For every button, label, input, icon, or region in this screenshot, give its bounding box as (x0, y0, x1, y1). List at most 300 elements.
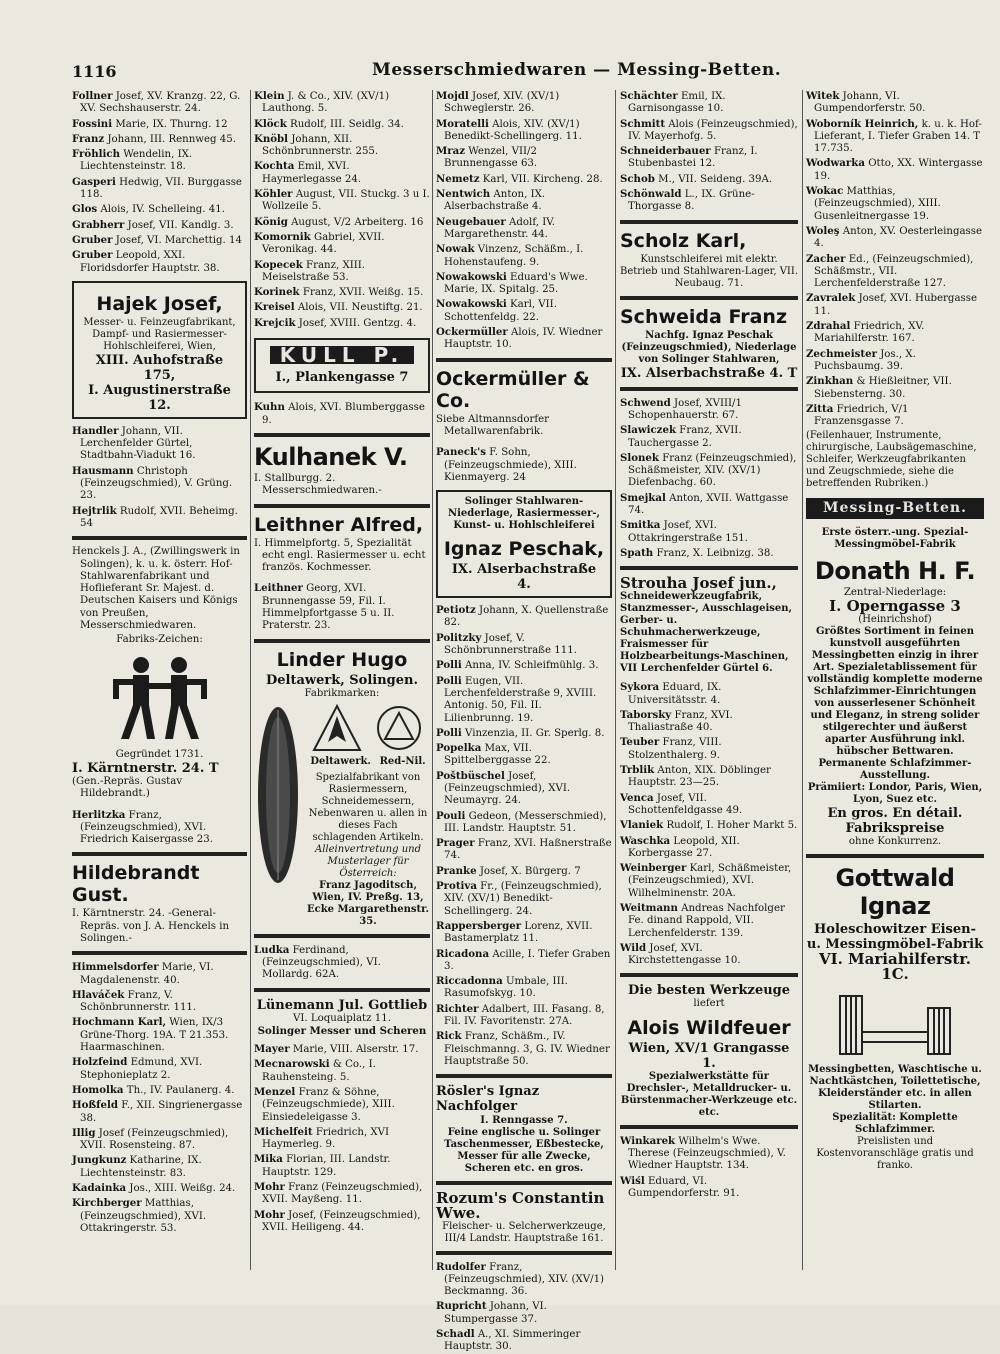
entry-name: Zacher (806, 252, 846, 265)
entry-name: Rupricht (436, 1300, 487, 1313)
entry-details: Emil, IX. Garnisongasse 10. (628, 91, 726, 115)
divider (620, 387, 798, 391)
entry-name: Fröhlich (72, 148, 120, 161)
entry-name: Kuhn (254, 401, 285, 414)
entry-name: Follner (72, 90, 113, 102)
entry-details: Katharine, IX. Liechtensteinstr. 83. (80, 1155, 202, 1179)
list-item (806, 348, 984, 374)
ad-roesler-text: Feine englische u. Solinger Taschenmesser, Eßbestecke, Messer für alle Zwecke, Scheren etc. en gros. (444, 1126, 604, 1174)
column-rule (802, 90, 803, 1270)
ad-donath-name: Donath H. F. (814, 556, 976, 585)
list-item (436, 90, 612, 116)
entry-name: Jungkunz (72, 1154, 127, 1167)
entry-name: Protiva (436, 880, 477, 893)
ad-luenemann-line: VI. Loquaiplatz 11. (293, 1012, 391, 1024)
entry-details: Alois, VII. Neustiftg. 21. (297, 302, 423, 314)
list-item (436, 188, 612, 214)
entry-details: Fr., (Feinzeugschmied), XIV. (XV/1) Benedikt-Schellingerg. 24. (444, 881, 602, 917)
entry-details: Jos., X. Puchsbaumg. 39. (814, 348, 916, 372)
ad-hajek (72, 281, 247, 419)
entry-details: Max, VII. Spittelberggasse 22. (444, 743, 551, 767)
entry-name: Zinkhan (806, 375, 854, 388)
entry-list (620, 1135, 798, 1200)
divider (806, 854, 984, 858)
ad-donath-line: Zentral-Niederlage: (843, 586, 947, 598)
list-item (72, 203, 247, 216)
entry-name: Richter (436, 1002, 479, 1015)
list-item (436, 1003, 612, 1029)
ad-schweida-name: Schweida Franz (620, 305, 788, 328)
ad-ockermueller-name: Ockermüller & Co. (436, 367, 590, 412)
list-item (620, 452, 798, 490)
entry-details: Franz (Feinzeugschmied), Schäßmeister, XIV. (XV/1) Diefenbachg. 60. (628, 452, 797, 489)
entry-name: Nemetz (436, 172, 480, 185)
ad-linder-agent: Franz Jagoditsch, Wien, IV. Preßg. 13, Ecke Margarethenstr. 35. (306, 879, 429, 927)
ad-line: Hohlschleiferei, Wien, (103, 340, 216, 352)
list-item (72, 989, 247, 1015)
column-4 (620, 90, 798, 1270)
list-item (254, 118, 430, 131)
deltawerk-leaf-icon (312, 704, 362, 752)
list-item (72, 118, 247, 131)
entry-name: Slonek (620, 451, 659, 464)
entry-details: Florian, III. Landstr. Hauptstr. 129. (262, 1154, 391, 1178)
list-item (72, 1016, 247, 1054)
list-item (72, 1099, 247, 1125)
ad-gottwald-text: Messingbetten, Waschtische u. Nachtkästchen, Toilettetische, Kleiderständer etc. in allen Stilarten. (808, 1064, 982, 1112)
ad-wildfeuer-text: Spezialwerkstätte für Drechsler-, Metalldrucker- u. Bürstenmacher-Werkzeuge etc. etc. (620, 1070, 798, 1118)
entry-details: Marie, IX. Thurng. 12 (115, 118, 228, 130)
entry-list (72, 809, 247, 847)
ad-wildfeuer-line: liefert (693, 998, 725, 1010)
entry-name: Riccadonna (436, 975, 503, 988)
list-item (436, 920, 612, 946)
entry-name: Mraz (436, 145, 466, 158)
entry-details: August, V/2 Arbeiterg. 16 (291, 216, 424, 228)
list-item (254, 1153, 430, 1179)
divider (620, 1125, 798, 1129)
entry-details: Anna, IV. Schleifmühlg. 3. (465, 660, 599, 672)
list-item (254, 90, 430, 116)
list-item (72, 961, 247, 987)
entry-details: Rudolf, I. Hoher Markt 5. (666, 820, 798, 832)
entry-details: Franz, Schäßm., IV. Fleischmanng. 3, G. IV. Wiedner Hauptstraße 50. (444, 1031, 610, 1067)
ad-kulhanek-name: Kulhanek V. (254, 442, 408, 471)
entry-name: Hejtrlik (72, 504, 117, 517)
entry-details: Lorenz, XVII. Bastamerplatz 11. (444, 920, 593, 945)
entry-name: Kochta (254, 160, 295, 173)
list-item (436, 243, 612, 269)
entry-details: Eduard, VI. Gumpendorferstr. 91. (628, 1175, 740, 1199)
entry-details: Josef, XVIII/1 Schopenhauerstr. 67. (628, 397, 742, 421)
entry-name: Schob (620, 172, 655, 185)
list-item (436, 216, 612, 242)
entry-name: Popelka (436, 742, 482, 755)
entry-details: Karl, VII. Schottenfeldg. 22. (444, 299, 557, 323)
entry-name: Michelfeit (254, 1125, 313, 1138)
entry-details: Wendelin, IX. Liechtensteinstr. 18. (80, 149, 193, 173)
entry-list (620, 681, 798, 967)
list-item (254, 1126, 430, 1152)
list-item (620, 90, 798, 116)
ad-hildebrandt-line: I. Kärntnerstr. 24. -General-Repräs. von J. A. Henckels in Solingen.- (72, 908, 230, 944)
list-item (436, 948, 612, 974)
founded-line: Gegründet 1731. (115, 748, 204, 760)
entry-details: Johann, VI. Stumpergasse 37. (444, 1301, 547, 1325)
entry-name: Wokac (806, 185, 844, 198)
entry-name: Menzel (254, 1085, 296, 1098)
entry-name: Kopecek (254, 258, 303, 271)
entry-name: Hoßfeld (72, 1099, 119, 1112)
ad-gottwald-addr: VI. Mariahilferstr. 1C. (818, 950, 972, 984)
entry-name: Winkarek (620, 1134, 676, 1147)
divider (436, 1074, 612, 1078)
entry-details: Adolf, IV. Margarethenstr. 44. (444, 216, 556, 240)
entry-details: Leopold, XXI. Floridsdorfer Hauptstr. 38. (80, 250, 220, 274)
list-item (620, 188, 798, 214)
entry-details: Alois, XIV. (XV/1) Benedikt-Schellingerg. 11. (444, 118, 582, 142)
entry-list (72, 425, 247, 530)
entry-name: Franz (72, 132, 105, 145)
entry-name: Himmelsdorfer (72, 961, 159, 974)
list-item (806, 118, 984, 156)
running-title: Messerschmiedwaren — Messing-Betten. (372, 60, 782, 80)
column-1 (72, 90, 247, 1270)
entry-details: Josef, XVI. Kirchstettengasse 10. (628, 942, 741, 967)
entry-details: Josef, X. Bürgerg. 7 (479, 865, 581, 877)
list-item (72, 234, 247, 247)
entry-details: Jos., XIII. Weißg. 24. (129, 1183, 236, 1195)
list-item (620, 792, 798, 818)
ad-leithner-name: Leithner Alfred, (254, 513, 424, 536)
entry-name: Schadl (436, 1328, 475, 1340)
entry-name: Moratelli (436, 117, 489, 130)
entry-name: Handler (72, 424, 119, 437)
entry-list (254, 90, 430, 330)
entry-details: Johann, X. Quellenstraße 82. (444, 605, 609, 629)
entry-details: Johann, VI. Gumpendorferstr. 50. (814, 91, 926, 115)
divider (620, 220, 798, 224)
ad-linder-text: Spezialfabrikant von Rasiermessern, Schneidemessern, Nebenwaren u. allen in dieses Fach schlagenden Artikeln. (308, 771, 428, 843)
entry-details: Karl, Schäßmeister, (Feinzeugschmied), XVI. Wilhelminenstr. 20A. (628, 863, 792, 899)
entry-name: Polli (436, 726, 462, 739)
entry-name: Politzky (436, 631, 482, 644)
entry-name: Krejcik (254, 316, 296, 329)
ad-ockermueller-line: Siebe Altmannsdorfer Metallwarenfabrik. (436, 413, 550, 437)
entry-list (806, 90, 984, 428)
entry-name: Grabherr (72, 218, 125, 231)
list-item (254, 582, 430, 632)
entry-name: Weinberger (620, 862, 687, 875)
see-also-note: (Feilenhauer, Instrumente, chirurgische, Laubsägemaschine, Schleifer, Werkzeugfabrikanten und Zeugschmiede, siehe die betreffenden Rubriken.) (806, 430, 977, 490)
entry-name: Spath (620, 546, 654, 559)
list-item (620, 424, 798, 450)
list-item (806, 375, 984, 401)
list-item (254, 160, 430, 186)
entry-list (254, 944, 430, 982)
entry-details: Josef, XV. Kranzg. 22, G. XV. Sechshauserstr. 24. (80, 91, 241, 115)
entry-name: Klöck (254, 117, 287, 130)
page-header (62, 56, 792, 86)
entry-name: Waschka (620, 834, 671, 847)
entry-details: Friedrich, V/1 Franzensgasse 7. (814, 403, 909, 428)
ad-name: Hajek Josef, (96, 292, 223, 315)
entry-name: Schmitt (620, 117, 666, 130)
entry-details: Johann, XII. Schönbrunnerstr. 255. (262, 133, 379, 158)
kull-address: I., Plankengasse 7 (275, 370, 409, 386)
entry-details: Alois, XVI. Blumberggasse 9. (262, 402, 425, 426)
list-item (436, 1300, 612, 1326)
list-item (72, 1197, 247, 1235)
entry-name: Homolka (72, 1083, 124, 1096)
entry-details: Josef (Feinzeugschmied), XVII. Rosensteing. 87. (80, 1127, 229, 1152)
entry-details: Anton, XV. Oesterleingasse 4. (814, 225, 983, 250)
list-item (254, 1181, 430, 1207)
entry-details: Anton, XVII. Wattgasse 74. (628, 492, 789, 517)
page-number: 1116 (72, 62, 117, 81)
ad-linder-name: Linder Hugo (276, 648, 408, 671)
entry-name: Mayer (254, 1043, 290, 1056)
entry-details: Vinzenzia, II. Gr. Sperlg. 8. (465, 727, 605, 739)
list-item (620, 397, 798, 423)
entry-details: Josef, XIV. (XV/1) Schweglerstr. 26. (444, 91, 560, 115)
entry-details: Anton, IX. Alserbachstraße 4. (444, 189, 546, 213)
entry-details: Josef, V. Schönbrunnerstraße 111. (444, 632, 577, 657)
entry-details: F., XII. Singrienergasse 38. (80, 1100, 243, 1124)
entry-details: F. Sohn, (Feinzeugschmiede), XIII. Kienmayerg. 24 (444, 447, 577, 483)
list-item (620, 118, 798, 144)
divider (254, 639, 430, 643)
entry-name: Kreisel (254, 301, 295, 314)
entry-details: Matthias, (Feinzeugschmied), XVI. Ottakringerstr. 53. (80, 1198, 207, 1234)
list-item (620, 1135, 798, 1173)
entry-details: Franz, (Feinzeugschmied), XIV. (XV/1) Beckmanng. 36. (444, 1261, 605, 1298)
entry-name: Venca (620, 791, 654, 804)
list-item (436, 865, 612, 878)
entry-details: Friedrich, XVI Haymerleg. 9. (262, 1126, 390, 1151)
entry-details: Franz, X. Leibnizg. 38. (656, 547, 774, 559)
henckels-rep: (Gen.-Repräs. Gustav Hildebrandt.) (72, 775, 183, 800)
ad-peschak (436, 490, 612, 598)
entry-name: Zdrahal (806, 320, 851, 333)
list-item (436, 659, 612, 672)
list-item (254, 944, 430, 982)
entry-name: Nentwich (436, 188, 491, 201)
entry-details: Ed., (Feinzeugschmied), Schäßmstr., VII. Lerchenfelderstraße 127. (814, 253, 974, 290)
list-item (436, 837, 612, 863)
entry-name: Gruber (72, 233, 113, 246)
entry-details: Matthias, (Feinzeugschmied), XIII. Gusenleitnergasse 19. (814, 186, 941, 222)
entry-details: L., IX. Grüne-Thorgasse 8. (628, 189, 755, 213)
entry-list (436, 604, 612, 1068)
ad-schweida-line: (Feinzeugschmied), Niederlage von Solinger Stahlwaren, (621, 341, 797, 365)
divider (254, 433, 430, 437)
entry-name: Polli (436, 659, 462, 672)
divider (72, 536, 247, 540)
ad-luenemann-line2: Solinger Messer und Scheren (257, 1024, 427, 1037)
entry-details: Anton, XIX. Döblinger Hauptstr. 23—25. (628, 765, 771, 789)
column-5 (806, 90, 984, 1270)
ad-line: XIII. Auhofstraße 175, (95, 352, 224, 383)
ad-donath-line: Prämiiert: Londor, Paris, Wien, Lyon, Suez etc. (807, 782, 983, 806)
entry-name: Poštbüschel (436, 769, 505, 782)
divider (254, 504, 430, 508)
ad-scholz-text: Kunstschleiferei mit elektr. Betrieb und Stahlwaren-Lager, VII. Neubaug. 71. (620, 253, 798, 289)
list-item (620, 835, 798, 861)
fabriks-zeichen-label: Fabriks-Zeichen: (116, 634, 203, 646)
entry-details: Franz, XVI. Thaliastraße 40. (628, 709, 733, 734)
entry-name: Klein (254, 90, 285, 102)
entry-name: Rudolfer (436, 1260, 486, 1273)
section-title: Messing-Betten. (806, 498, 984, 518)
entry-details: A., XI. Simmeringer Hauptstr. 30. (444, 1329, 581, 1353)
entry-details: Josef, (Feinzeugschmied), XVI. Neumayrg. 24. (444, 770, 571, 807)
list-item (72, 219, 247, 232)
list-item (620, 942, 798, 968)
entry-details: J. & Co., XIV. (XV/1) Lauthong. 5. (262, 91, 390, 115)
list-item (806, 185, 984, 223)
entry-name: Zitta (806, 402, 834, 415)
list-item (254, 133, 430, 159)
entry-details: Adalbert, III. Fasang. 8, Fil. IV. Favoritenstr. 27A. (444, 1003, 605, 1028)
ad-gottwald-spec: Spezialität: Komplette Schlafzimmer. (832, 1112, 958, 1136)
entry-details: Franz, VIII. Stolzenthalerg. 9. (628, 737, 722, 761)
entry-details: Friedrich, XV. Mariahilferstr. 167. (814, 321, 925, 345)
list-item (254, 1209, 430, 1235)
entry-details: Th., IV. Paulanerg. 4. (126, 1084, 235, 1096)
list-item (806, 292, 984, 318)
list-item (254, 1043, 430, 1056)
entry-name: König (254, 215, 288, 228)
twins-trademark-icon (105, 653, 215, 743)
entry-details: Alois, IV. Schelleing. 41. (100, 204, 225, 216)
divider (72, 951, 247, 955)
ad-donath-line: Permanente Schlafzimmer-Ausstellung. (818, 758, 972, 782)
ad-peschak-addr: IX. Alserbachstraße 4. (451, 562, 597, 593)
list-item (620, 519, 798, 545)
entry-name: Ricadona (436, 947, 490, 960)
entry-name: Herlitzka (72, 808, 126, 821)
list-item (254, 301, 430, 314)
ad-linder-body (254, 700, 430, 928)
entry-name: Kirchberger (72, 1197, 142, 1210)
entry-list (436, 1261, 612, 1354)
mark-label-red-nil: Red-Nil. (379, 755, 426, 767)
list-item (72, 425, 247, 463)
list-item (436, 446, 612, 484)
entry-details: Franz, (Feinzeugschmied), XVI. Friedrich Kaisergasse 23. (80, 809, 213, 846)
entry-details: Alois (Feinzeugschmied), IV. Mayerhofg. 5. (628, 118, 798, 142)
entry-name: Pouli (436, 809, 466, 822)
ad-peschak-name: Ignaz Peschak, (443, 538, 605, 561)
list-item (436, 1261, 612, 1299)
list-item (436, 173, 612, 186)
entry-name: Kadainka (72, 1182, 127, 1195)
entry-name: Köhler (254, 188, 293, 201)
list-item (620, 547, 798, 560)
entry-details: Franz, XIII. Meiselstraße 53. (262, 259, 366, 283)
entry-name: Fossini (72, 117, 113, 130)
entry-name: Woborník Heinrich, (806, 117, 919, 130)
divider (620, 566, 798, 570)
entry-list (254, 1043, 430, 1234)
entry-details: Alois, IV. Wiedner Hauptstr. 10. (444, 327, 603, 351)
entry-name: Hausmann (72, 464, 134, 477)
entry-details: Vinzenz, Schäßm., I. Hohenstaufeng. 9. (444, 244, 584, 268)
list-item (620, 862, 798, 900)
henckels-address: I. Kärntnerstr. 24. T (72, 760, 219, 776)
list-item (436, 727, 612, 740)
entry-name: Sykora (620, 681, 660, 694)
list-item (436, 145, 612, 171)
entry-list (436, 446, 612, 484)
entry-details: Franz (Feinzeugschmied), XVII. Mayßeng. 11. (262, 1182, 423, 1206)
entry-name: Mojdl (436, 90, 469, 102)
entry-name: Wild (620, 941, 647, 954)
divider (436, 358, 612, 362)
list-item (806, 320, 984, 346)
ad-rozum-name: Rozum's Constantin Wwe. (436, 1188, 605, 1222)
entry-name: Ockermüller (436, 326, 508, 339)
entry-name: Korinek (254, 286, 300, 299)
ad-line: Messer- u. Feinzeugfabrikant, (83, 316, 236, 328)
column-rule (250, 90, 251, 1270)
entry-name: Mecnarowski (254, 1058, 330, 1071)
list-item (72, 148, 247, 174)
list-item (620, 145, 798, 171)
ad-rozum-text: Fleischer- u. Selcherwerkzeuge, III/4 Landstr. Hauptstraße 161. (442, 1220, 606, 1244)
list-item (806, 225, 984, 251)
entry-details: Franz, XVII. Weißg. 15. (302, 287, 424, 299)
ad-linder-marks: Fabrikmarken: (304, 687, 380, 699)
list-item (620, 681, 798, 707)
entry-name: Glos (72, 203, 98, 216)
list-item (72, 176, 247, 202)
column-3 (436, 90, 612, 1353)
entry-name: Rappersberger (436, 919, 522, 932)
entry-details: Josef, (Feinzeugschmied), XVII. Heiligeng. 44. (262, 1209, 421, 1233)
entry-details: Josef, VII. Schottenfeldgasse 49. (628, 792, 743, 816)
ad-donath-addr: I. Operngasse 3 (829, 597, 961, 616)
entry-list (436, 90, 612, 352)
entry-name: Mika (254, 1153, 283, 1166)
entry-details: Edmund, XVI. Stephonieplatz 2. (80, 1057, 203, 1081)
list-item (436, 632, 612, 658)
entry-name: Gruber (72, 249, 113, 262)
entry-details: Eugen, VII. Lerchenfelderstraße 9, XVIII. Antonig. 50, Fil. II. Lilienbrunng. 19. (444, 675, 597, 724)
entry-name: Gasperi (72, 175, 116, 188)
entry-name: Holzfeind (72, 1056, 128, 1069)
entry-name: Taborsky (620, 708, 672, 721)
entry-name: Teuber (620, 736, 660, 749)
entry-details: Hedwig, VII. Burggasse 118. (80, 176, 242, 201)
entry-name: Prager (436, 837, 475, 850)
list-item (806, 90, 984, 116)
list-item (254, 259, 430, 285)
list-item (254, 401, 430, 427)
list-item (436, 1328, 612, 1354)
list-item (436, 880, 612, 918)
entry-name: Woleş (806, 224, 840, 237)
entry-list (72, 90, 247, 275)
entry-name: Witek (806, 90, 840, 102)
list-item (806, 253, 984, 291)
list-item (72, 809, 247, 847)
list-item (72, 505, 247, 531)
entry-list (620, 90, 798, 214)
ad-strouha-name: Strouha Josef jun., (620, 574, 777, 593)
entry-details: August, VII. Stuckg. 3 u I. Wollzeile 5. (262, 189, 430, 213)
